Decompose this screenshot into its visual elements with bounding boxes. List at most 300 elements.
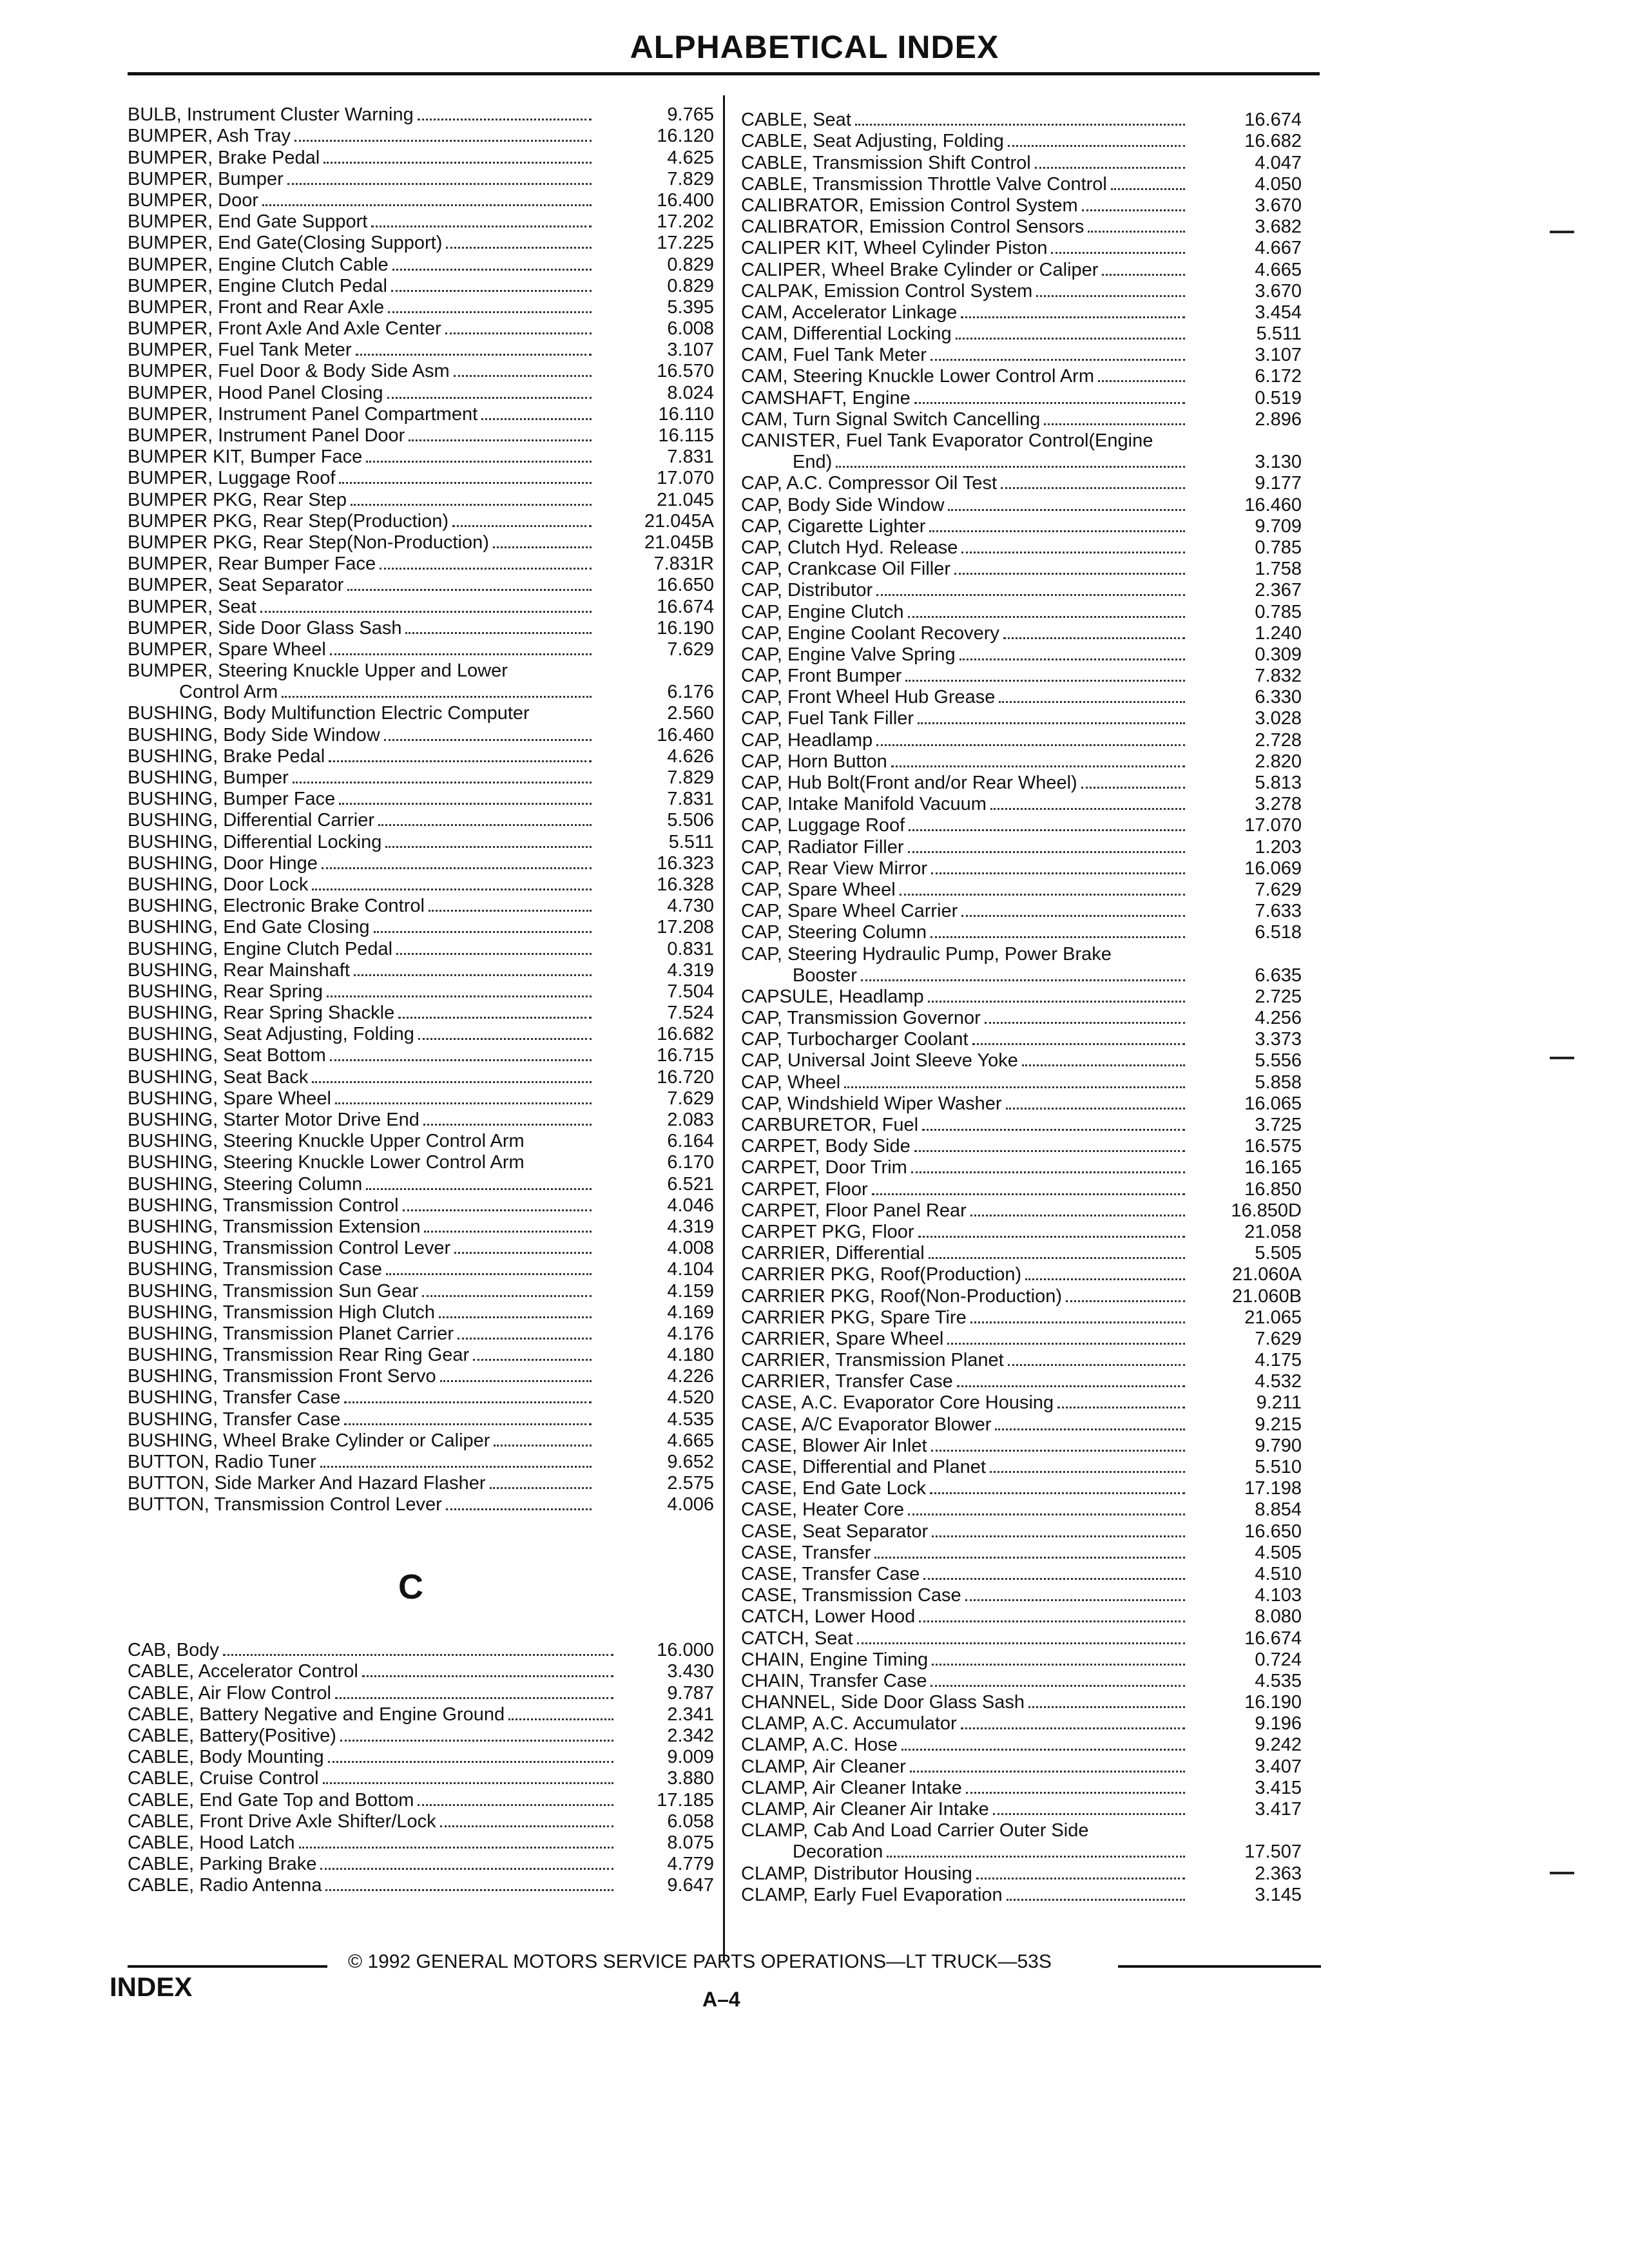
index-entry xyxy=(741,409,1302,430)
entry-name: CARPET, Door Trim xyxy=(741,1157,907,1178)
index-entry xyxy=(741,1885,1302,1906)
index-entry xyxy=(741,1072,1302,1093)
entry-name: CAP, Universal Joint Sleeve Yoke xyxy=(741,1050,1018,1072)
entry-name: CABLE, Cruise Control xyxy=(128,1768,319,1789)
entry-page-ref: 9.242 xyxy=(1255,1735,1302,1756)
index-entry xyxy=(128,1173,714,1195)
entry-name: BUSHING, Differential Locking xyxy=(128,831,382,852)
entry-page-ref: 4.730 xyxy=(667,896,714,917)
index-entry xyxy=(128,1323,714,1345)
entry-page-ref: 17.198 xyxy=(1244,1478,1302,1499)
entry-page-ref: 4.535 xyxy=(667,1408,714,1430)
dot-leader xyxy=(378,824,592,826)
entry-name: BUSHING, Rear Spring xyxy=(128,981,323,1002)
entry-name: BUSHING, Transmission Control Lever xyxy=(128,1238,451,1259)
dot-leader xyxy=(1098,380,1185,382)
dot-leader xyxy=(344,1423,592,1425)
entry-name: CALIPER, Wheel Brake Cylinder or Caliper xyxy=(741,259,1099,280)
entry-page-ref: 16.674 xyxy=(657,596,714,617)
dot-leader xyxy=(424,1231,592,1233)
dot-leader xyxy=(423,1124,592,1126)
dot-leader xyxy=(391,290,592,292)
entry-name: CAP, Intake Manifold Vacuum xyxy=(741,794,987,815)
entry-page-ref: 4.535 xyxy=(1255,1670,1302,1691)
column-divider xyxy=(723,95,725,1961)
entry-name: CASE, Transfer xyxy=(741,1542,871,1563)
index-entry xyxy=(128,1238,714,1259)
index-entry xyxy=(741,559,1302,580)
entry-name: BUSHING, Transmission Case xyxy=(128,1259,382,1280)
index-entry xyxy=(741,1329,1302,1350)
right-index-column xyxy=(741,110,1302,1906)
entry-name: CAPSULE, Headlamp xyxy=(741,986,924,1007)
entry-page-ref: 3.145 xyxy=(1255,1884,1302,1905)
index-entry xyxy=(128,425,714,447)
entry-page-ref: 6.518 xyxy=(1255,922,1302,943)
entry-name: CASE, A.C. Evaporator Core Housing xyxy=(741,1392,1054,1414)
dot-leader xyxy=(405,632,592,634)
entry-page-ref: 16.115 xyxy=(658,425,714,446)
index-entry xyxy=(741,1307,1302,1329)
entry-name: CAP, Clutch Hyd. Release xyxy=(741,537,958,558)
index-entry xyxy=(741,302,1302,323)
entry-page-ref: 3.107 xyxy=(1255,345,1302,366)
entry-page-ref: 3.130 xyxy=(1255,452,1302,473)
index-entry xyxy=(741,1713,1302,1735)
dot-leader xyxy=(223,1654,613,1656)
entry-page-ref: 4.665 xyxy=(1255,259,1302,280)
entry-name: CASE, Transfer Case xyxy=(741,1563,920,1584)
entry-name: BUSHING, Transmission Extension xyxy=(128,1216,421,1237)
entry-page-ref: 4.625 xyxy=(667,147,714,168)
entry-page-ref: 17.202 xyxy=(657,211,714,233)
dot-leader xyxy=(1008,1364,1185,1366)
dot-leader xyxy=(928,1001,1185,1003)
entry-name: CABLE, Parking Brake xyxy=(128,1854,317,1875)
entry-name: CLAMP, Air Cleaner Air Intake xyxy=(741,1799,989,1820)
entry-page-ref: 4.667 xyxy=(1255,238,1302,259)
entry-name: CARRIER PKG, Roof(Non-Production) xyxy=(741,1285,1062,1307)
entry-page-ref: 3.028 xyxy=(1255,708,1302,729)
dot-leader xyxy=(1081,787,1185,789)
entry-page-ref: 4.626 xyxy=(667,745,714,767)
entry-name: BUSHING, Bumper Face xyxy=(128,789,336,810)
dot-leader xyxy=(490,1487,592,1489)
entry-page-ref: 17.208 xyxy=(657,917,714,938)
dot-leader xyxy=(354,974,592,976)
entry-page-ref: 4.319 xyxy=(667,959,714,981)
entry-name: BUMPER, Hood Panel Closing xyxy=(128,382,383,403)
dot-leader xyxy=(961,915,1185,917)
index-entry xyxy=(128,1195,714,1216)
dot-leader xyxy=(385,846,592,848)
entry-name: CAP, Rear View Mirror xyxy=(741,858,928,879)
dot-leader xyxy=(918,1236,1185,1238)
dot-leader xyxy=(931,872,1185,874)
entry-name: CAM, Fuel Tank Meter xyxy=(741,345,927,366)
entry-page-ref: 4.505 xyxy=(1255,1542,1302,1563)
entry-name: CAM, Differential Locking xyxy=(741,323,952,345)
entry-page-ref: 4.006 xyxy=(667,1494,714,1515)
dot-leader xyxy=(966,1792,1185,1794)
entry-name: CASE, Differential and Planet xyxy=(741,1457,986,1477)
entry-page-ref: 0.831 xyxy=(667,938,714,959)
dot-leader xyxy=(965,1599,1185,1601)
dot-leader xyxy=(320,1466,592,1468)
index-entry xyxy=(128,190,714,211)
entry-page-ref: 7.831 xyxy=(667,447,714,468)
index-entry xyxy=(741,879,1302,901)
index-entry xyxy=(128,639,714,660)
index-entry xyxy=(128,1640,714,1661)
index-entry xyxy=(741,1414,1302,1435)
entry-page-ref: 16.190 xyxy=(657,617,714,639)
entry-name: BUSHING, Steering Knuckle Lower Control Arm xyxy=(128,1152,525,1173)
index-entry xyxy=(741,1115,1302,1136)
index-entry xyxy=(128,1473,714,1494)
entry-page-ref: 3.107 xyxy=(667,340,714,361)
index-entry xyxy=(741,430,1302,452)
index-entry xyxy=(128,767,714,789)
entry-name: BUTTON, Transmission Control Lever xyxy=(128,1494,442,1515)
index-entry xyxy=(128,682,714,703)
index-entry xyxy=(128,254,714,275)
index-entry xyxy=(741,1606,1302,1628)
entry-name: CHAIN, Transfer Case xyxy=(741,1670,927,1691)
index-entry xyxy=(741,1756,1302,1777)
index-entry xyxy=(741,494,1302,515)
index-entry xyxy=(741,1392,1302,1414)
entry-name: CLAMP, Distributor Housing xyxy=(741,1863,972,1884)
entry-page-ref: 3.415 xyxy=(1255,1777,1302,1798)
dot-leader xyxy=(320,1868,613,1870)
entry-page-ref: 9.647 xyxy=(667,1875,714,1896)
index-entry xyxy=(128,575,714,596)
index-entry xyxy=(741,473,1302,494)
entry-page-ref: 0.829 xyxy=(667,275,714,296)
entry-page-ref: 16.715 xyxy=(657,1045,714,1066)
entry-name: CABLE, Battery Negative and Engine Ground xyxy=(128,1704,505,1725)
entry-name: CAP, Crankcase Oil Filler xyxy=(741,559,951,580)
entry-name: BUSHING, Door Lock xyxy=(128,874,309,895)
entry-name: BULB, Instrument Cluster Warning xyxy=(128,104,414,126)
index-entry xyxy=(741,1371,1302,1392)
entry-page-ref: 7.831 xyxy=(667,789,714,810)
dot-leader xyxy=(293,782,592,783)
entry-page-ref: 17.507 xyxy=(1244,1841,1302,1863)
entry-name: BUSHING, Brake Pedal xyxy=(128,745,325,767)
entry-name: BUSHING, Transmission Front Servo xyxy=(128,1366,436,1387)
index-entry xyxy=(741,1200,1302,1222)
index-entry xyxy=(128,938,714,959)
dot-leader xyxy=(999,701,1185,703)
entry-page-ref: 5.813 xyxy=(1255,773,1302,793)
dot-leader xyxy=(929,530,1185,532)
index-entry xyxy=(128,1768,714,1789)
dot-leader xyxy=(418,1038,592,1040)
index-entry xyxy=(741,708,1302,729)
index-entry xyxy=(128,1302,714,1323)
entry-page-ref: 9.009 xyxy=(667,1747,714,1768)
index-entry xyxy=(128,596,714,617)
entry-name: BUMPER, Steering Knuckle Upper and Lower xyxy=(128,660,508,682)
index-entry xyxy=(128,853,714,874)
index-entry xyxy=(741,1820,1302,1841)
index-entry xyxy=(741,1841,1302,1863)
index-entry xyxy=(128,1045,714,1066)
index-entry xyxy=(741,1564,1302,1585)
entry-name: CLAMP, A.C. Accumulator xyxy=(741,1713,957,1735)
entry-page-ref: 4.008 xyxy=(667,1238,714,1259)
entry-page-ref: 2.367 xyxy=(1255,580,1302,601)
entry-name: BUSHING, Body Side Window xyxy=(128,724,380,745)
dot-leader xyxy=(409,439,592,441)
dot-leader xyxy=(454,375,592,377)
left-index-column xyxy=(128,104,714,1515)
entry-name: BUSHING, Rear Mainshaft xyxy=(128,959,350,981)
entry-name: CAP, Engine Valve Spring xyxy=(741,644,956,665)
entry-page-ref: 5.858 xyxy=(1255,1072,1302,1093)
index-entry xyxy=(128,447,714,468)
entry-page-ref: 7.524 xyxy=(667,1003,714,1024)
index-entry xyxy=(741,1692,1302,1713)
dot-leader xyxy=(959,658,1185,660)
entry-page-ref: 3.373 xyxy=(1255,1029,1302,1050)
entry-page-ref: 1.203 xyxy=(1255,836,1302,858)
dot-leader xyxy=(908,851,1185,853)
entry-page-ref: 6.172 xyxy=(1255,366,1302,387)
dot-leader xyxy=(861,979,1185,981)
entry-page-ref: 9.765 xyxy=(667,104,714,126)
index-entry xyxy=(128,660,714,682)
dot-leader xyxy=(347,589,592,591)
index-entry xyxy=(741,152,1302,173)
dot-leader xyxy=(323,162,592,164)
margin-mark xyxy=(1550,1057,1574,1059)
index-entry xyxy=(741,323,1302,345)
entry-name: CAP, Engine Clutch xyxy=(741,601,904,622)
dot-leader xyxy=(454,1252,592,1254)
entry-name: CARBURETOR, Fuel xyxy=(741,1115,919,1135)
index-entry xyxy=(741,623,1302,644)
entry-page-ref: 4.050 xyxy=(1255,173,1302,195)
entry-name: CLAMP, Air Cleaner Intake xyxy=(741,1777,962,1798)
entry-page-ref: 7.629 xyxy=(667,1088,714,1109)
index-entry xyxy=(128,1704,714,1725)
dot-leader xyxy=(439,1316,592,1318)
dot-leader xyxy=(976,1878,1185,1879)
entry-name: BUMPER, Engine Clutch Pedal xyxy=(128,275,387,296)
index-entry xyxy=(128,746,714,767)
dot-leader xyxy=(446,1508,592,1510)
entry-name: CALIPER KIT, Wheel Cylinder Piston xyxy=(741,238,1048,259)
entry-page-ref: 5.506 xyxy=(667,810,714,831)
index-entry xyxy=(741,110,1302,131)
entry-name: BUSHING, Seat Back xyxy=(128,1066,309,1088)
dot-leader xyxy=(335,1102,592,1104)
dot-leader xyxy=(282,696,592,698)
index-entry xyxy=(741,943,1302,965)
dot-leader xyxy=(260,611,592,613)
entry-page-ref: 6.058 xyxy=(667,1811,714,1832)
entry-page-ref: 9.215 xyxy=(1255,1414,1302,1435)
index-entry xyxy=(128,896,714,917)
entry-page-ref: 4.256 xyxy=(1255,1008,1302,1029)
dot-leader xyxy=(930,359,1185,361)
dot-leader xyxy=(930,1685,1185,1687)
entry-page-ref: 4.319 xyxy=(667,1216,714,1237)
entry-page-ref: 3.670 xyxy=(1255,280,1302,302)
dot-leader xyxy=(972,1043,1185,1045)
dot-leader xyxy=(908,616,1185,618)
index-entry xyxy=(741,537,1302,559)
dot-leader xyxy=(445,332,592,334)
entry-name: CABLE, Seat xyxy=(741,110,851,131)
entry-name: BUSHING, Transfer Case xyxy=(128,1408,341,1430)
entry-name: BUSHING, Seat Adjusting, Folding xyxy=(128,1024,414,1045)
entry-name: BUSHING, Transmission Sun Gear xyxy=(128,1280,419,1302)
dot-leader xyxy=(923,1578,1185,1580)
entry-page-ref: 9.196 xyxy=(1255,1713,1302,1735)
entry-name: CAP, Body Side Window xyxy=(741,494,945,515)
entry-page-ref: 16.650 xyxy=(657,575,714,596)
entry-name: BUMPER, Seat xyxy=(128,596,256,617)
entry-name: CARPET PKG, Floor xyxy=(741,1221,914,1242)
entry-name: BUSHING, Differential Carrier xyxy=(128,810,375,831)
entry-name: Decoration xyxy=(793,1841,883,1863)
index-entry xyxy=(128,1789,714,1811)
entry-page-ref: 17.225 xyxy=(657,233,714,254)
entry-page-ref: 7.831R xyxy=(653,553,714,575)
entry-name: BUSHING, Rear Spring Shackle xyxy=(128,1003,395,1024)
entry-page-ref: 16.460 xyxy=(657,724,714,745)
dot-leader xyxy=(876,594,1185,596)
index-entry xyxy=(128,1661,714,1682)
footer-rule-right xyxy=(1118,1965,1321,1968)
dot-leader xyxy=(392,269,592,271)
entry-name: CASE, Blower Air Inlet xyxy=(741,1435,927,1456)
entry-page-ref: 8.075 xyxy=(667,1832,714,1853)
index-entry xyxy=(741,986,1302,1008)
entry-page-ref: 21.058 xyxy=(1244,1221,1302,1242)
entry-page-ref: 0.309 xyxy=(1255,644,1302,665)
dot-leader xyxy=(473,1359,592,1361)
entry-name: BUMPER, Fuel Tank Meter xyxy=(128,340,352,361)
footer-copyright: © 1992 GENERAL MOTORS SERVICE PARTS OPERATIONS—LT TRUCK—53S xyxy=(348,1951,1052,1972)
entry-page-ref: 8.080 xyxy=(1255,1606,1302,1628)
entry-page-ref: 7.504 xyxy=(667,981,714,1002)
index-entry xyxy=(128,147,714,168)
index-entry xyxy=(741,751,1302,773)
dot-leader xyxy=(911,1171,1185,1173)
entry-page-ref: 2.820 xyxy=(1255,751,1302,772)
footer-section-label: INDEX xyxy=(110,1972,193,2002)
dot-leader xyxy=(452,525,592,527)
dot-leader xyxy=(340,1740,613,1742)
index-entry xyxy=(128,1875,714,1896)
index-entry xyxy=(128,724,714,745)
entry-name: BUSHING, Transmission Planet Carrier xyxy=(128,1323,454,1344)
entry-name: CABLE, Transmission Throttle Valve Control xyxy=(741,173,1107,195)
entry-page-ref: 8.854 xyxy=(1255,1499,1302,1521)
dot-leader xyxy=(1057,1407,1185,1408)
index-entry xyxy=(128,703,714,724)
dot-leader xyxy=(900,894,1185,896)
dot-leader xyxy=(970,1215,1185,1216)
index-entry xyxy=(128,1452,714,1473)
dot-leader xyxy=(396,953,592,955)
dot-leader xyxy=(1111,188,1185,190)
entry-page-ref: 16.323 xyxy=(657,852,714,874)
margin-mark xyxy=(1550,1872,1574,1874)
entry-page-ref: 7.629 xyxy=(1255,879,1302,900)
dot-leader xyxy=(418,1804,613,1806)
dot-leader xyxy=(387,397,592,399)
index-entry xyxy=(128,1725,714,1747)
index-entry xyxy=(741,1136,1302,1157)
dot-leader xyxy=(855,124,1185,126)
dot-leader xyxy=(1051,252,1185,254)
entry-page-ref: 7.633 xyxy=(1255,901,1302,922)
entry-page-ref: 5.511 xyxy=(1256,323,1302,345)
page-title: ALPHABETICAL INDEX xyxy=(630,29,999,65)
index-entry xyxy=(741,1521,1302,1542)
entry-name: CHAIN, Engine Timing xyxy=(741,1649,929,1670)
index-entry xyxy=(128,340,714,361)
index-entry xyxy=(741,687,1302,708)
entry-name: CARRIER PKG, Spare Tire xyxy=(741,1307,967,1328)
entry-name: BUSHING, Transmission Control xyxy=(128,1195,399,1216)
entry-page-ref: 4.047 xyxy=(1255,152,1302,173)
entry-page-ref: 4.175 xyxy=(1255,1350,1302,1371)
index-entry xyxy=(128,960,714,981)
entry-name: CHANNEL, Side Door Glass Sash xyxy=(741,1692,1025,1713)
footer-rule-left xyxy=(128,1965,327,1968)
index-entry xyxy=(741,1628,1302,1649)
index-entry xyxy=(128,981,714,1003)
index-entry xyxy=(741,836,1302,858)
entry-page-ref: 2.341 xyxy=(667,1704,714,1725)
entry-page-ref: 2.575 xyxy=(667,1473,714,1494)
entry-name: CAP, Steering Hydraulic Pump, Power Brake xyxy=(741,943,1112,965)
index-entry xyxy=(128,1152,714,1173)
index-entry xyxy=(128,1747,714,1768)
index-entry xyxy=(128,810,714,831)
entry-name: BUSHING, Transmission Rear Ring Gear xyxy=(128,1345,470,1366)
entry-page-ref: 6.170 xyxy=(667,1152,714,1173)
dot-leader xyxy=(493,546,592,548)
entry-name: BUMPER PKG, Rear Step(Production) xyxy=(128,510,449,532)
index-entry xyxy=(128,104,714,126)
dot-leader xyxy=(386,1273,592,1275)
entry-page-ref: 16.720 xyxy=(657,1066,714,1088)
index-entry xyxy=(741,1671,1302,1692)
dot-leader xyxy=(322,867,592,869)
entry-page-ref: 16.674 xyxy=(1244,110,1302,131)
entry-name: CASE, Heater Core xyxy=(741,1499,905,1521)
index-entry xyxy=(128,1811,714,1832)
index-entry xyxy=(741,729,1302,751)
entry-name: CABLE, End Gate Top and Bottom xyxy=(128,1789,414,1811)
entry-page-ref: 21.065 xyxy=(1244,1307,1302,1328)
entry-name: CLAMP, Air Cleaner xyxy=(741,1756,906,1777)
entry-name: BUSHING, Body Multifunction Electric Computer xyxy=(128,703,530,724)
entry-page-ref: 6.176 xyxy=(667,682,714,703)
entry-name: BUMPER, Ash Tray xyxy=(128,126,291,147)
entry-name: CARPET, Floor xyxy=(741,1178,868,1200)
index-entry xyxy=(741,1157,1302,1178)
dot-leader xyxy=(422,1295,592,1297)
